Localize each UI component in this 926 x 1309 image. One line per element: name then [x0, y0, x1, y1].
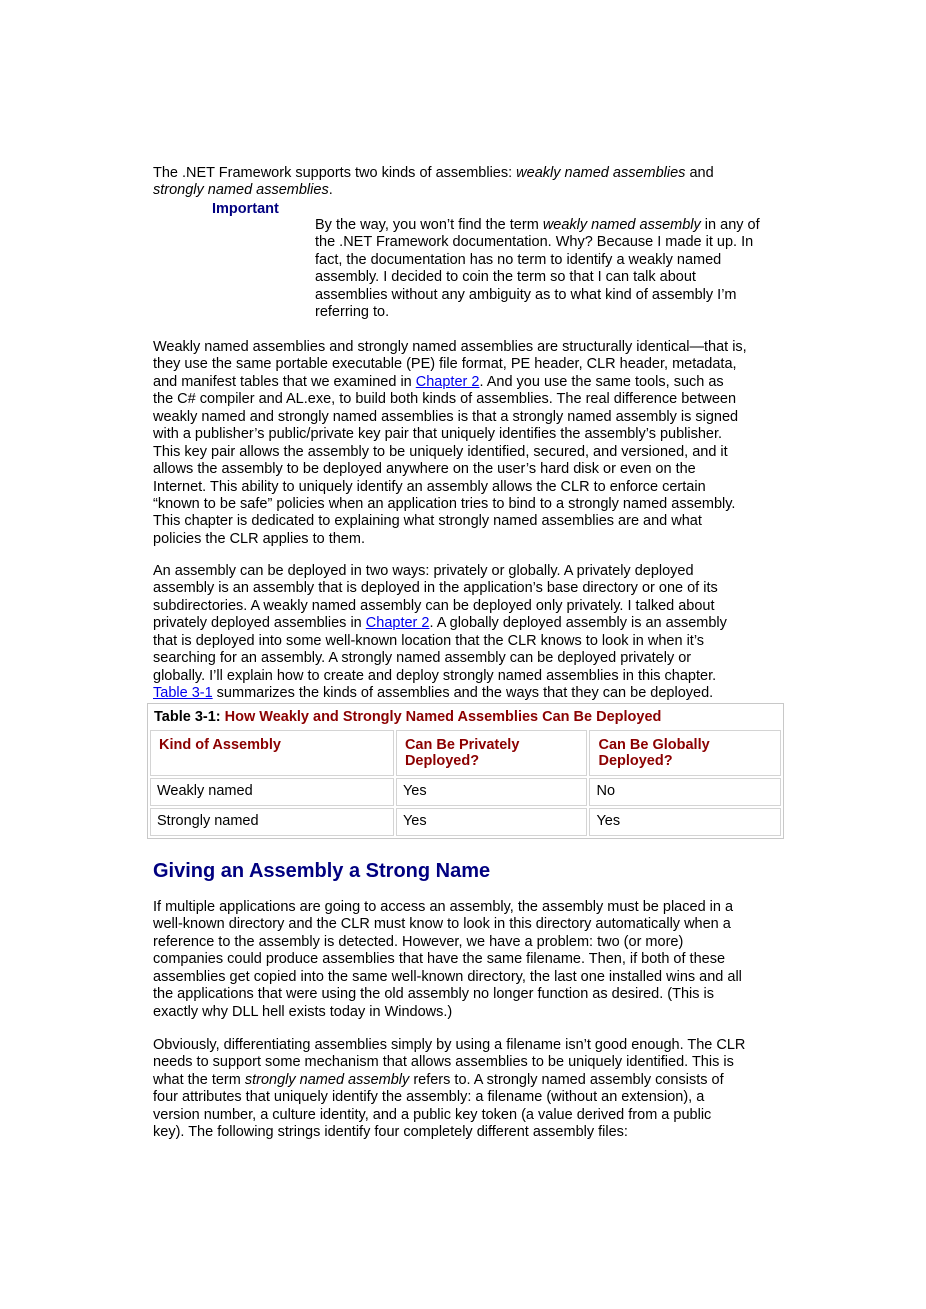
text-line [153, 986, 742, 1003]
text-line [153, 580, 727, 597]
text-segment: exactly why DLL hell exists today in Windows.) [153, 1003, 453, 1020]
table-caption-label: Table 3-1: [154, 709, 221, 725]
text-line [153, 356, 747, 373]
text-line [153, 563, 727, 580]
text-line [153, 409, 747, 426]
text-line [153, 685, 727, 702]
text-segment: globally. I’ll explain how to create and deploy strongly named assemblies in this chapter. [153, 667, 717, 684]
text-segment: Obviously, differentiating assemblies simply by using a filename isn’t good enough. The CLR [153, 1037, 746, 1053]
text-segment: The .NET Framework supports two kinds of assemblies: [153, 165, 517, 181]
cross-reference-link[interactable]: Chapter 2 [415, 373, 480, 390]
table-cell: Weakly named [150, 778, 394, 806]
text-line [153, 633, 727, 650]
text-segment: assemblies without any ambiguity as to what kind of assembly I’m [315, 286, 737, 303]
text-line [315, 217, 760, 234]
text-segment: Weakly named assemblies and strongly named assemblies are structurally identical—that is, [153, 339, 747, 355]
text-segment: allows the assembly to be deployed anywhere on the user’s hard disk or even on the [153, 461, 696, 478]
emphasized-term: strongly named assembly [244, 1071, 410, 1088]
text-segment: four attributes that uniquely identify the assembly: a filename (without an extension), a [153, 1089, 705, 1106]
text-segment: well-known directory and the CLR must know to look in this directory automatically when a [153, 916, 731, 933]
text-line [153, 182, 714, 199]
table-cell: Yes [396, 808, 588, 836]
text-segment: in any of [700, 217, 760, 233]
text-segment: This chapter is dedicated to explaining what strongly named assemblies are and what [153, 513, 702, 530]
text-segment: If multiple applications are going to access an assembly, the assembly must be placed in a [153, 899, 734, 915]
text-segment: An assembly can be deployed in two ways: privately or globally. A privately deployed [153, 563, 694, 579]
text-line [153, 426, 747, 443]
section-heading: Giving an Assembly a Strong Name [153, 860, 491, 882]
text-line [153, 391, 747, 408]
important-note [315, 217, 760, 322]
text-segment: assembly is an assembly that is deployed in the application’s base directory or one of its [153, 580, 718, 597]
text-segment: key). The following strings identify four completely different assembly files: [153, 1124, 628, 1141]
cross-reference-link[interactable]: Table 3-1 [153, 685, 213, 702]
text-segment: fact, the documentation has no term to identify a weakly named [315, 251, 722, 268]
text-segment: what the term [153, 1071, 245, 1088]
text-line [153, 374, 747, 391]
text-segment: assemblies get copied into the same well-known directory, the last one installed wins and all [153, 968, 742, 985]
text-line [315, 234, 760, 251]
text-line [153, 531, 747, 548]
text-segment: that is deployed into some well-known location that the CLR knows to look in when it’s [153, 632, 705, 649]
body-paragraph [153, 899, 742, 1021]
intro-paragraph [153, 165, 714, 200]
emphasized-term: weakly named assemblies [516, 165, 686, 181]
text-line [153, 1124, 745, 1141]
text-segment: summarizes the kinds of assemblies and the ways that they can be deployed. [212, 685, 714, 702]
table-cell: Strongly named [150, 808, 394, 836]
text-line [153, 461, 747, 478]
table-cell: No [589, 778, 781, 806]
assembly-deployment-table [147, 703, 784, 839]
text-segment: privately deployed assemblies in [153, 615, 366, 632]
body-paragraph [153, 1037, 745, 1142]
body-paragraph [153, 563, 727, 703]
column-header: Can Be Globally Deployed? [589, 730, 781, 776]
text-line [153, 479, 747, 496]
text-line [153, 916, 742, 933]
text-line [153, 1072, 745, 1089]
text-line [153, 934, 742, 951]
text-line [315, 269, 760, 286]
text-line [153, 1004, 742, 1021]
text-segment: companies could produce assemblies that have the same filename. Then, if both of these [153, 951, 726, 968]
cross-reference-link[interactable]: Chapter 2 [365, 615, 430, 632]
table-header-row [150, 730, 781, 776]
text-segment: subdirectories. A weakly named assembly can be deployed only privately. I talked about [153, 597, 715, 614]
table-caption [150, 706, 781, 728]
emphasized-term: weakly named assembly [542, 217, 701, 233]
text-segment: . A globally deployed assembly is an assembly [429, 615, 727, 632]
text-line [153, 496, 747, 513]
body-paragraph [153, 339, 747, 548]
text-segment: weakly named and strongly named assemblies is that a strongly named assembly is signed [153, 408, 739, 425]
text-segment: assembly. I decided to coin the term so that I can talk about [315, 269, 696, 286]
text-segment: searching for an assembly. A strongly named assembly can be deployed privately or [153, 650, 692, 667]
text-line [315, 287, 760, 304]
text-line [315, 304, 760, 321]
text-segment: . [328, 182, 333, 199]
text-segment: version number, a culture identity, and a public key token (a value derived from a public [153, 1106, 712, 1123]
text-line [153, 1037, 745, 1054]
text-segment: needs to support some mechanism that allows assemblies to be uniquely identified. This is [153, 1054, 734, 1071]
text-line [153, 1107, 745, 1124]
text-line [153, 339, 747, 356]
text-segment: reference to the assembly is detected. However, we have a problem: two (or more) [153, 933, 684, 950]
text-segment: and [685, 165, 714, 181]
text-segment: By the way, you won’t find the term [315, 217, 543, 233]
text-segment: they use the same portable executable (PE) file format, PE header, CLR header, metadata, [153, 356, 737, 373]
text-segment: “known to be safe” policies when an application tries to bind to a strongly named assembly. [153, 495, 736, 512]
text-line [153, 165, 714, 182]
text-line [153, 513, 747, 530]
text-line [153, 951, 742, 968]
text-segment: refers to. A strongly named assembly consists of [409, 1071, 724, 1088]
column-header: Kind of Assembly [150, 730, 394, 776]
text-segment: the C# compiler and AL.exe, to build both kinds of assemblies. The real difference between [153, 391, 737, 408]
text-segment: referring to. [315, 304, 390, 321]
column-header: Can Be Privately Deployed? [396, 730, 588, 776]
text-line [153, 615, 727, 632]
table-cell: Yes [589, 808, 781, 836]
table-row [150, 778, 781, 806]
text-line [153, 1089, 745, 1106]
emphasized-term: strongly named assemblies [153, 182, 329, 199]
important-label: Important [212, 201, 279, 217]
text-segment: This key pair allows the assembly to be uniquely identified, secured, and versioned, and it [153, 443, 728, 460]
text-segment: the .NET Framework documentation. Why? Because I made it up. In [315, 234, 754, 251]
table-cell: Yes [396, 778, 588, 806]
text-line [153, 899, 742, 916]
text-segment: and manifest tables that we examined in [153, 373, 416, 390]
table-row [150, 808, 781, 836]
text-line [153, 1054, 745, 1071]
text-segment: the applications that were using the old assembly no longer function as desired. (This is [153, 986, 714, 1003]
text-line [153, 668, 727, 685]
text-line [153, 969, 742, 986]
table-caption-title: How Weakly and Strongly Named Assemblies Can Be Deployed [224, 709, 662, 725]
text-line [315, 252, 760, 269]
text-segment: Internet. This ability to uniquely identify an assembly allows the CLR to enforce certain [153, 478, 706, 495]
text-line [153, 650, 727, 667]
text-segment: . And you use the same tools, such as [479, 373, 724, 390]
text-segment: policies the CLR applies to them. [153, 530, 365, 547]
text-segment: with a publisher’s public/private key pair that uniquely identifies the assembly’s publisher. [153, 426, 723, 443]
text-line [153, 444, 747, 461]
text-line [153, 598, 727, 615]
